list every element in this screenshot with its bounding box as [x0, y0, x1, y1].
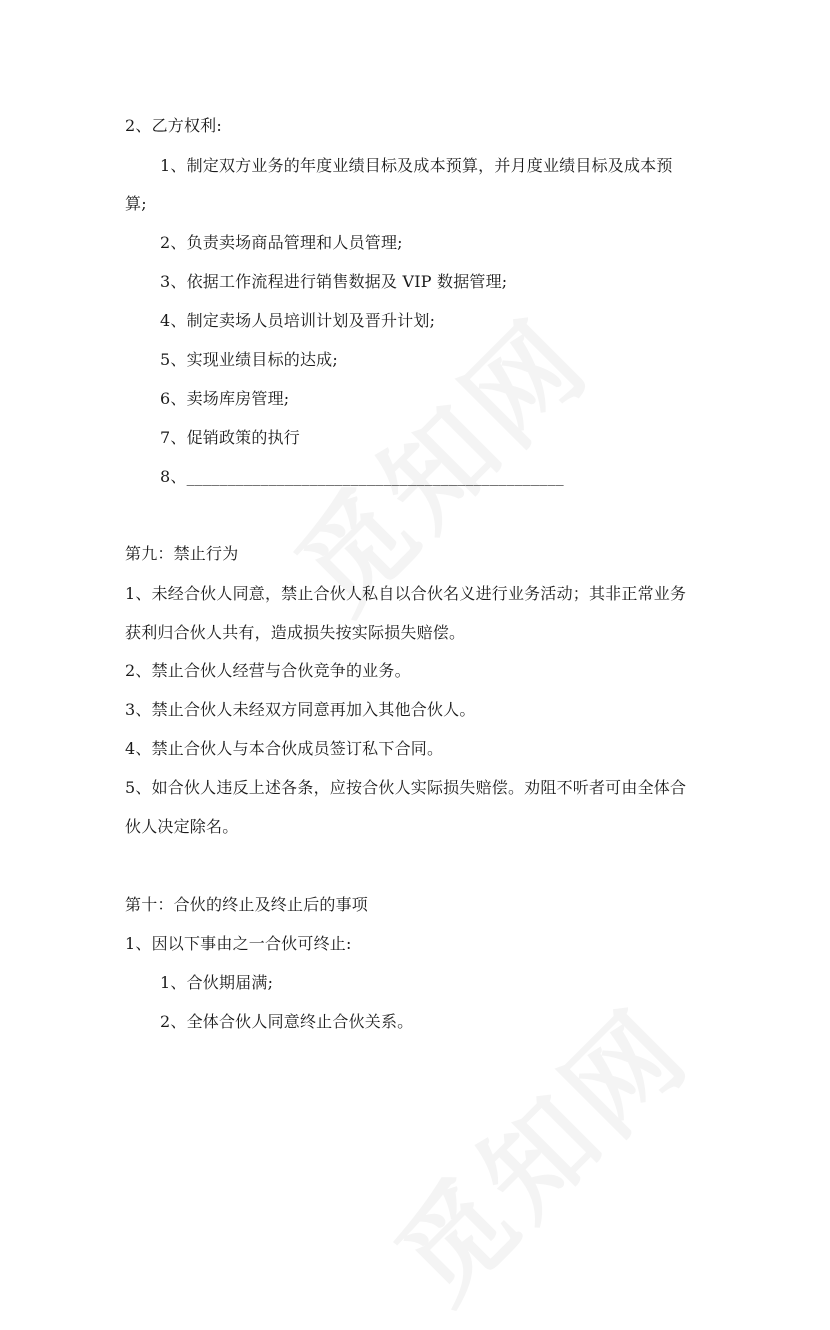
rights-item-7: 7、促销政策的执行 [160, 428, 300, 447]
section-b-rights-heading: 2、乙方权利: [125, 116, 222, 135]
rights-item-5: 5、实现业绩目标的达成; [160, 350, 338, 369]
rights-item-4: 4、制定卖场人员培训计划及晋升计划; [160, 311, 436, 330]
nine-item-2: 2、禁止合伙人经营与合伙竞争的业务。 [125, 661, 411, 680]
rights-item-2: 2、负责卖场商品管理和人员管理; [160, 233, 403, 252]
rights-item-6: 6、卖场库房管理; [160, 389, 290, 408]
nine-item-4: 4、禁止合伙人与本合伙成员签订私下合同。 [125, 739, 444, 758]
ten-item-1: 1、因以下事由之一合伙可终止: [125, 934, 352, 953]
ten-sub-item-1: 1、合伙期届满; [160, 973, 274, 992]
nine-item-3: 3、禁止合伙人未经双方同意再加入其他合伙人。 [125, 700, 476, 719]
rights-item-1-line-2: 算; [125, 194, 147, 213]
nine-item-1-line-2: 获利归合伙人共有，造成损失按实际损失赔偿。 [125, 623, 466, 642]
rights-item-1-line-1: 1、制定双方业务的年度业绩目标及成本预算，并月度业绩目标及成本预 [160, 156, 673, 175]
nine-item-5-line-1: 5、如合伙人违反上述各条，应按合伙人实际损失赔偿。劝阻不听者可由全体合 [125, 778, 687, 797]
ten-sub-item-2: 2、全体合伙人同意终止合伙关系。 [160, 1012, 414, 1031]
watermark-bottom-text [373, 985, 714, 1326]
nine-item-1-line-1: 1、未经合伙人同意，禁止合伙人私自以合伙名义进行业务活动；其非正常业务 [125, 584, 687, 603]
section-ten-heading: 第十：合伙的终止及终止后的事项 [125, 895, 369, 914]
nine-item-5-line-2: 伙人决定除名。 [125, 817, 239, 836]
section-nine-heading: 第九：禁止行为 [125, 544, 239, 563]
rights-item-8-blank: 8、______________________________________________ [160, 467, 564, 486]
rights-item-3: 3、依据工作流程进行销售数据及 VIP 数据管理; [160, 272, 508, 291]
